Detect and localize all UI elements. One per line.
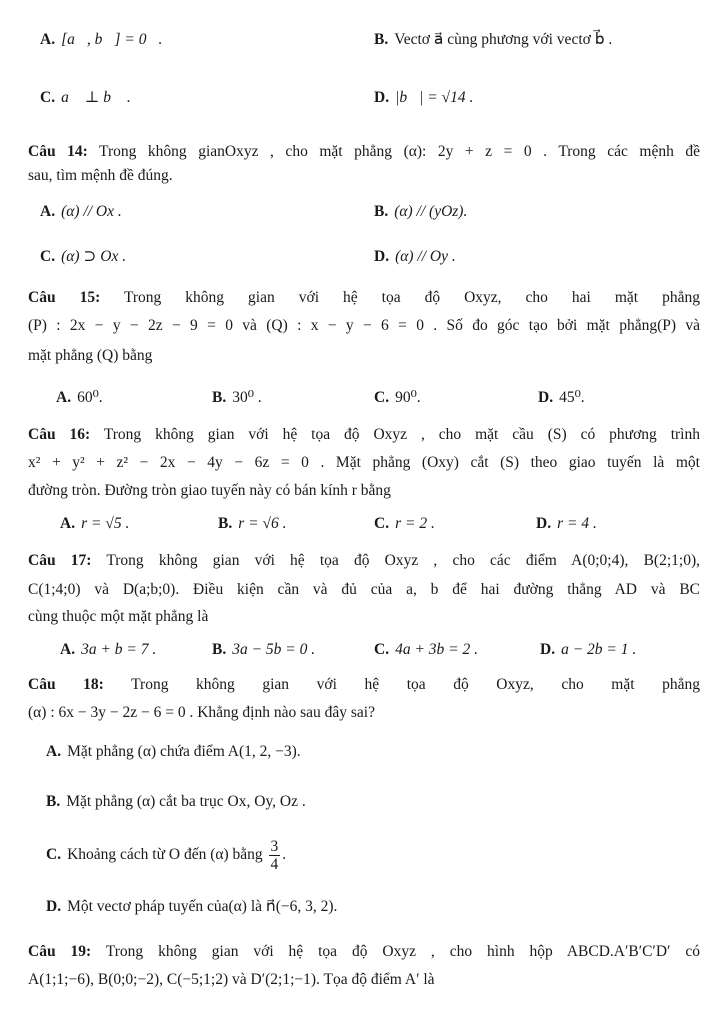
q19-stem-line2 xyxy=(28,970,700,989)
fraction-denominator: 4 xyxy=(270,856,279,874)
question-number: Câu 19: xyxy=(28,943,92,960)
q18-option-b[interactable] xyxy=(46,792,306,811)
q14-option-a[interactable] xyxy=(40,202,122,221)
q18-option-d[interactable] xyxy=(46,897,337,916)
option-label: C. xyxy=(374,389,390,406)
option-text: Khoảng cách từ O đến (α) bằng xyxy=(67,846,263,864)
question-number: Câu 14: xyxy=(28,143,88,160)
fraction xyxy=(269,838,281,873)
q14-stem-line1 xyxy=(28,142,700,161)
q14-stem-line2 xyxy=(28,166,700,185)
option-label: A. xyxy=(40,31,56,48)
q18-stem-line2 xyxy=(28,703,700,722)
option-label: C. xyxy=(374,641,390,658)
option-text: [a⃗, b⃗] = 0⃗. xyxy=(61,31,163,48)
q16-stem-line1 xyxy=(28,425,700,444)
option-label: D. xyxy=(540,641,556,658)
option-label: A. xyxy=(60,641,76,658)
q13-option-b[interactable] xyxy=(374,30,612,49)
option-text: Vectơ a⃗ cùng phương với vectơ b⃗ . xyxy=(394,31,613,48)
question-text: x² + y² + z² − 2x − 4y − 6z = 0 . Mặt phẳng (Oxy) cắt (S) theo giao tuyến là một xyxy=(28,454,700,471)
question-text: mặt phẳng (Q) bằng xyxy=(28,347,153,364)
option-text: 30⁰ . xyxy=(232,389,262,406)
option-label: D. xyxy=(536,515,552,532)
option-text: Mặt phẳng (α) chứa điểm A(1, 2, −3). xyxy=(67,743,301,760)
q17-stem-line1 xyxy=(28,551,700,570)
option-text: (α) // Ox . xyxy=(61,203,122,220)
option-label: D. xyxy=(374,89,390,106)
option-label: D. xyxy=(538,389,554,406)
option-text: a − 2b = 1 . xyxy=(561,641,637,658)
question-text: cùng thuộc một mặt phẳng là xyxy=(28,608,209,625)
option-text: (α) // (yOz). xyxy=(394,203,468,220)
option-text: 45⁰. xyxy=(559,389,585,406)
question-text: Trong không gian với hệ tọa độ Oxyz, cho hai mặt phẳng xyxy=(123,289,700,306)
q15-stem-line3 xyxy=(28,346,700,365)
q15-option-a[interactable] xyxy=(56,388,103,407)
option-label: C. xyxy=(374,515,390,532)
q18-option-a[interactable] xyxy=(46,742,301,761)
option-label: C. xyxy=(40,248,56,265)
option-label: B. xyxy=(212,641,227,658)
question-number: Câu 18: xyxy=(28,676,104,693)
option-label: A. xyxy=(56,389,72,406)
q16-option-c[interactable] xyxy=(374,514,435,533)
q15-option-d[interactable] xyxy=(538,388,585,407)
option-text: a⃗ ⊥ b⃗ . xyxy=(61,89,131,106)
option-label: B. xyxy=(212,389,227,406)
option-label: A. xyxy=(60,515,76,532)
option-text: r = 2 . xyxy=(395,515,435,532)
q16-option-b[interactable] xyxy=(218,514,286,533)
option-text: Mặt phẳng (α) cắt ba trục Ox, Oy, Oz . xyxy=(66,793,306,810)
question-number: Câu 16: xyxy=(28,426,91,443)
option-label: B. xyxy=(218,515,233,532)
question-text: C(1;4;0) và D(a;b;0). Điều kiện cần và đủ của a, b để hai đường thẳng AD và BC xyxy=(28,581,700,598)
option-label: B. xyxy=(374,31,389,48)
q15-option-c[interactable] xyxy=(374,388,421,407)
option-text: 60⁰. xyxy=(77,389,103,406)
question-text: Trong không gian với hệ tọa độ Oxyz , cho hình hộp ABCD.A′B′C′D′ có xyxy=(105,943,700,960)
option-text-end: . xyxy=(282,846,287,864)
q17-option-d[interactable] xyxy=(540,640,636,659)
option-text: r = √6 . xyxy=(238,515,287,532)
question-text: (P) : 2x − y − 2z − 9 = 0 và (Q) : x − y − 6 = 0 . Số đo góc tạo bởi mặt phẳng(P) và xyxy=(28,317,700,334)
option-label: D. xyxy=(46,898,62,915)
q15-option-b[interactable] xyxy=(212,388,262,407)
option-text: (α) // Oy . xyxy=(395,248,456,265)
q16-stem-line3 xyxy=(28,481,700,500)
question-number: Câu 17: xyxy=(28,552,92,569)
question-text: A(1;1;−6), B(0;0;−2), C(−5;1;2) và D′(2;1;−1). Tọa độ điểm A′ là xyxy=(28,971,435,988)
question-text: Trong không gian với hệ tọa độ Oxyz , cho các điểm A(0;0;4), B(2;1;0), xyxy=(106,552,700,569)
option-text: Một vectơ pháp tuyến của(α) là n⃗(−6, 3, 2). xyxy=(67,898,338,915)
question-text: Trong không gian với hệ tọa độ Oxyz , cho mặt cầu (S) có phương trình xyxy=(103,426,700,443)
option-label: D. xyxy=(374,248,390,265)
q17-option-b[interactable] xyxy=(212,640,315,659)
option-text: r = √5 . xyxy=(81,515,130,532)
option-text: r = 4 . xyxy=(557,515,597,532)
question-text: (α) : 6x − 3y − 2z − 6 = 0 . Khẳng định nào sau đây sai? xyxy=(28,704,375,721)
option-text: 90⁰. xyxy=(395,389,421,406)
q16-option-a[interactable] xyxy=(60,514,129,533)
option-text: (α) ⊃ Ox . xyxy=(61,248,127,265)
option-text: 4a + 3b = 2 . xyxy=(395,641,478,658)
option-label: B. xyxy=(374,203,389,220)
fraction-numerator: 3 xyxy=(270,838,279,855)
q13-option-d[interactable] xyxy=(374,88,473,107)
option-text: |b⃗| = √14 . xyxy=(395,89,474,106)
q15-stem-line1 xyxy=(28,288,700,307)
q13-option-a[interactable] xyxy=(40,30,162,49)
question-text: đường tròn. Đường tròn giao tuyến này có bán kính r bằng xyxy=(28,482,391,499)
q14-option-d[interactable] xyxy=(374,247,456,266)
q15-stem-line2 xyxy=(28,316,700,335)
q18-stem-line1 xyxy=(28,675,700,694)
q17-option-a[interactable] xyxy=(60,640,156,659)
q17-stem-line2 xyxy=(28,580,700,599)
q18-option-c[interactable] xyxy=(46,838,286,873)
option-label: C. xyxy=(46,846,62,864)
q16-stem-line2 xyxy=(28,453,700,472)
q17-stem-line3 xyxy=(28,607,700,626)
question-text: sau, tìm mệnh đề đúng. xyxy=(28,167,173,184)
q16-option-d[interactable] xyxy=(536,514,597,533)
q19-stem-line1 xyxy=(28,942,700,961)
question-text: Trong không gian với hệ tọa độ Oxyz, cho mặt phẳng xyxy=(131,676,700,693)
option-text: 3a + b = 7 . xyxy=(81,641,157,658)
option-label: A. xyxy=(40,203,56,220)
q14-option-b[interactable] xyxy=(374,202,467,221)
option-text: 3a − 5b = 0 . xyxy=(232,641,316,658)
option-label: B. xyxy=(46,793,61,810)
question-text: Trong không gianOxyz , cho mặt phẳng (α): 2y + z = 0 . Trong các mệnh đề xyxy=(99,143,700,160)
q14-option-c[interactable] xyxy=(40,247,126,266)
option-label: C. xyxy=(40,89,56,106)
q17-option-c[interactable] xyxy=(374,640,478,659)
q13-option-c[interactable] xyxy=(40,88,131,107)
option-label: A. xyxy=(46,743,62,760)
question-number: Câu 15: xyxy=(28,289,101,306)
